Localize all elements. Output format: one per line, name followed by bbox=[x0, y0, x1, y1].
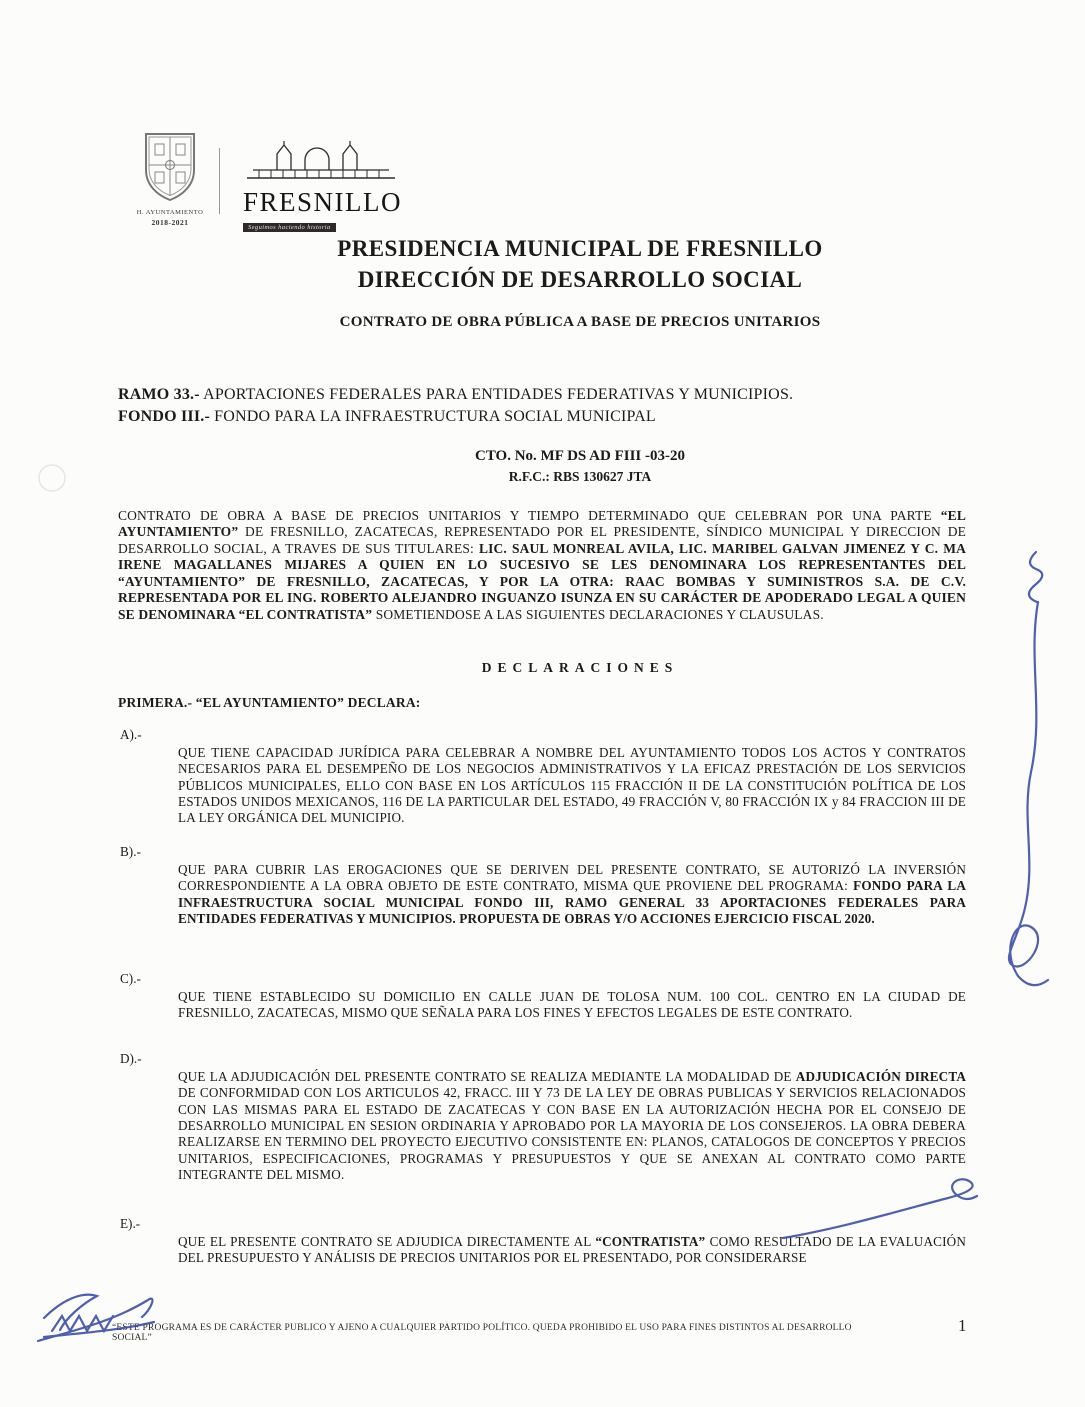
title-line2: DIRECCIÓN DE DESARROLLO SOCIAL bbox=[357, 267, 803, 293]
declaration-text: QUE PARA CUBRIR LAS EROGACIONES QUE SE DERIVEN DEL PRESENTE CONTRATO, SE AUTORIZÓ LA INVERSIÓN CORRESPONDIENTE A LA OBRA OBJETO DE ESTE CONTRATO, MISMA QUE PROVIENE DEL PROGRAMA: FONDO PARA LA INFRAESTRUCTURA SOCIAL MUNICIPAL FONDO III, RAMO GENERAL 33 APORTACIONES FEDERALES PARA ENTIDADES FEDERATIVAS Y MUNICIPIOS. PROPUESTA DE OBRAS Y/O ACCIONES EJERCICIO FISCAL 2020. bbox=[178, 862, 966, 927]
program-block bbox=[118, 384, 968, 427]
signature-mark bbox=[52, 1316, 113, 1331]
fresnillo-building-icon bbox=[243, 140, 399, 182]
signature-mark bbox=[44, 1295, 97, 1330]
logo-separator bbox=[219, 148, 220, 214]
signature-mark bbox=[1029, 552, 1042, 602]
declaration-label: E).- bbox=[120, 1216, 141, 1231]
declaration-text: QUE TIENE ESTABLECIDO SU DOMICILIO EN CALLE JUAN DE TOLOSA NUM. 100 COL. CENTRO EN LA CIUDAD DE FRESNILLO, ZACATECAS, MISMO QUE SEÑALA PARA LOS FINES Y EFECTOS LEGALES DE ESTE CONTRATO. bbox=[178, 989, 966, 1021]
declaration-item-b bbox=[120, 844, 966, 927]
declaration-item-a bbox=[120, 727, 966, 827]
crest-caption-line2: 2018-2021 bbox=[151, 218, 189, 228]
declaration-item-e bbox=[120, 1216, 966, 1267]
footer-disclaimer: “ESTE PROGRAMA ES DE CARÁCTER PUBLICO Y AJENO A CUALQUIER PARTIDO POLÍTICO. QUEDA PROHIBIDO EL USO PARA FINES DISTINTOS AL DESARROLLO SOCIAL” bbox=[112, 1323, 852, 1343]
title-line1: PRESIDENCIA MUNICIPAL DE FRESNILLO bbox=[337, 236, 823, 261]
document-title bbox=[80, 233, 1080, 295]
contract-rfc: R.F.C.: RBS 130627 JTA bbox=[508, 469, 652, 484]
declaration-text: QUE EL PRESENTE CONTRATO SE ADJUDICA DIRECTAMENTE AL “CONTRATISTA” COMO RESULTADO DE LA EVALUACIÓN DEL PRESUPUESTO Y ANÁLISIS DE PRECIOS UNITARIOS POR EL PRESENTADO, POR CONSIDERARSE bbox=[178, 1234, 966, 1266]
program-line-fondo: FONDO III.- FONDO PARA LA INFRAESTRUCTURA SOCIAL MUNICIPAL bbox=[118, 407, 656, 425]
declaration-item-c bbox=[120, 971, 966, 1022]
crest-shield-icon bbox=[140, 131, 200, 203]
declaration-text: QUE LA ADJUDICACIÓN DEL PRESENTE CONTRATO SE REALIZA MEDIANTE LA MODALIDAD DE ADJUDICACIÓN DIRECTA DE CONFORMIDAD CON LOS ARTICULOS 42, FRACC. III Y 73 DE LA LEY DE OBRAS PUBLICAS Y SERVICIOS RELACIONADOS CON LAS MISMAS PARA EL ESTADO DE ZACATECAS Y CON BASE EN LA AUTORIZACIÓN HECHA POR EL CONSEJO DE DESARROLLO MUNICIPAL EN SESION ORDINARIA Y APROBADO POR LA MAYORIA DE LOS CONSEJEROS. LA OBRA DEBERA REALIZARSE EN TERMINO DEL PROYECTO EJECUTIVO CONSISTENTE EN: PLANOS, CATALOGOS DE CONCEPTOS Y PRECIOS UNITARIOS, ESPECIFICACIONES, PROGRAMAS Y PRESUPUESTOS Y QUE SE ANEXAN AL CONTRATO COMO PARTE INTEGRANTE DEL MISMO. bbox=[178, 1069, 966, 1183]
declaration-label: D).- bbox=[120, 1051, 142, 1066]
declarations-heading: DECLARACIONES bbox=[481, 660, 679, 675]
page-number: 1 bbox=[958, 1316, 967, 1335]
declaration-label: C).- bbox=[120, 971, 141, 986]
declaration-label: B).- bbox=[120, 844, 141, 859]
declaration-label: A).- bbox=[120, 727, 142, 742]
scan-artifact bbox=[39, 465, 65, 491]
crest-caption-line1: H. AYUNTAMIENTO bbox=[136, 209, 204, 216]
contract-number: CTO. No. MF DS AD FIII -03-20 bbox=[474, 448, 685, 464]
declarations-first-line: PRIMERA.- “EL AYUNTAMIENTO” DECLARA: bbox=[118, 695, 421, 710]
document-subtitle: CONTRATO DE OBRA PÚBLICA A BASE DE PRECIOS UNITARIOS bbox=[339, 314, 821, 330]
declaration-text: QUE TIENE CAPACIDAD JURÍDICA PARA CELEBRAR A NOMBRE DEL AYUNTAMIENTO TODOS LOS ACTOS Y CONTRATOS NECESARIOS PARA EL DESEMPEÑO DE LOS NEGOCIOS ADMINISTRATIVOS Y LA EFICAZ PRESTACIÓN DE LOS SERVICIOS PÚBLICOS MUNICIPALES, ELLO CON BASE EN LOS ARTÍCULOS 115 FRACCIÓN II DE LA CONSTITUCIÓN POLÍTICA DE LOS ESTADOS UNIDOS MEXICANOS, 116 DE LA PARTICULAR DEL ESTADO, 49 FRACCIÓN V, 80 FRACCIÓN IX y 84 FRACCION III DE LA LEY ORGÁNICA DEL MUNICIPIO. bbox=[178, 745, 966, 826]
program-line-ramo: RAMO 33.- APORTACIONES FEDERALES PARA ENTIDADES FEDERATIVAS Y MUNICIPIOS. bbox=[118, 386, 794, 403]
municipal-crest-logo bbox=[130, 131, 210, 228]
fresnillo-tagline: Seguimos haciendo historia bbox=[243, 223, 336, 232]
declaration-item-d bbox=[120, 1051, 966, 1184]
fresnillo-wordmark: FRESNILLO bbox=[243, 187, 403, 217]
intro-paragraph: CONTRATO DE OBRA A BASE DE PRECIOS UNITARIOS Y TIEMPO DETERMINADO QUE CELEBRAN POR UNA PARTE “EL AYUNTAMIENTO” DE FRESNILLO, ZACATECAS, REPRESENTADO POR EL PRESIDENTE, SÍNDICO MUNICIPAL Y DIRECCION DE DESARROLLO SOCIAL, A TRAVES DE SUS TITULARES: LIC. SAUL MONREAL AVILA, LIC. MARIBEL GALVAN JIMENEZ Y C. MA IRENE MAGALLANES MIJARES A QUIEN EN LO SUCESIVO SE LES DENOMINARA LOS REPRESENTANTES DEL “AYUNTAMIENTO” DE FRESNILLO, ZACATECAS, Y POR LA OTRA: RAAC BOMBAS Y SUMINISTROS S.A. DE C.V. REPRESENTADA POR EL ING. ROBERTO ALEJANDRO INGUANZO ISUNZA EN SU CARÁCTER DE APODERADO LEGAL A QUIEN SE DENOMINARA “EL CONTRATISTA” SOMETIENDOSE A LAS SIGUIENTES DECLARACIONES Y CLAUSULAS. bbox=[118, 508, 966, 622]
fresnillo-logo bbox=[243, 140, 423, 234]
